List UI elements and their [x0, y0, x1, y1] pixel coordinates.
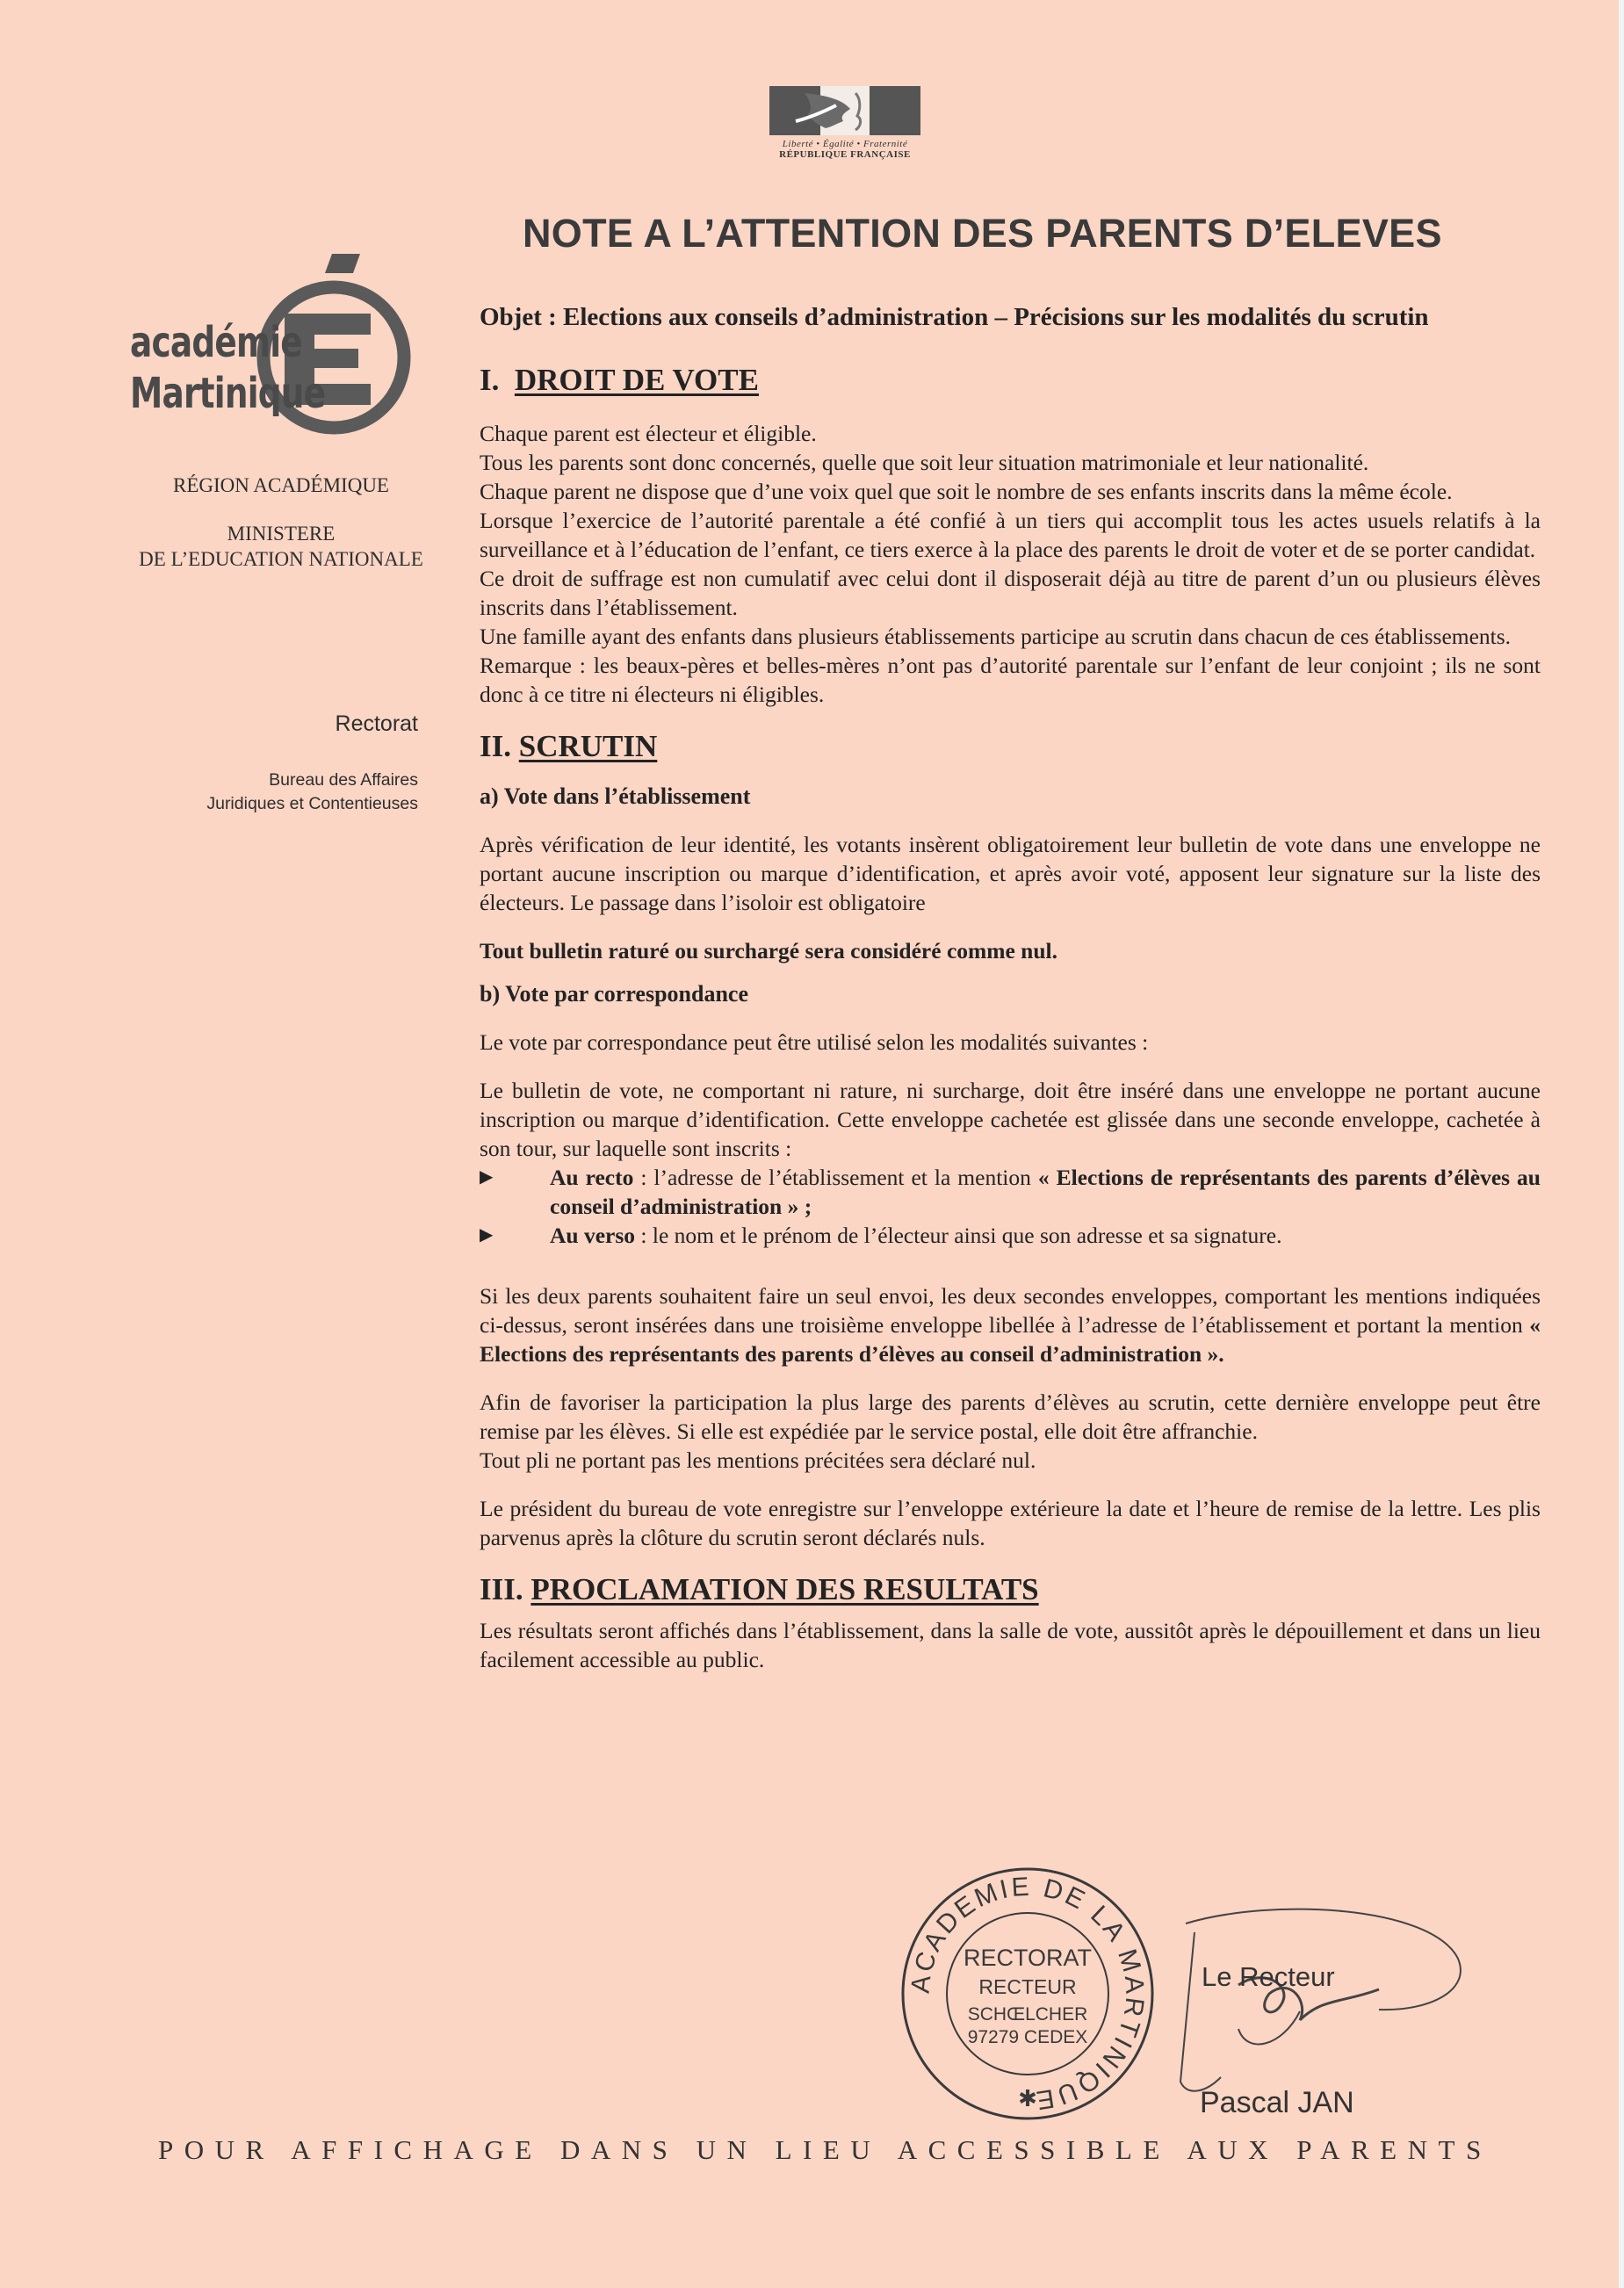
list-item-recto: ▶ Au recto : l’adresse de l’établissement et la mention « Elections de représentants des parents d’élèves au conseil d’administration » ; — [480, 1165, 1541, 1219]
document-body — [480, 290, 1541, 1674]
paragraph: Tout pli ne portant pas les mentions précitées sera déclaré nul. — [480, 1447, 1036, 1473]
list-item-verso: ▶ Au verso : le nom et le prénom de l’électeur ainsi que son adresse et sa signature. — [480, 1223, 1282, 1248]
paragraph: Les résultats seront affichés dans l’établissement, dans la salle de vote, aussitôt après le dépouillement et dans un lieu facilement accessible au public. — [480, 1618, 1541, 1672]
section-scrutin-heading: II. SCRUTIN — [480, 729, 658, 763]
subsection-a-heading: a) Vote dans l’établissement — [480, 783, 751, 809]
objet-line: Objet : Elections aux conseils d’administration – Précisions sur les modalités du scrutin — [480, 303, 1429, 331]
academy-name: académie Martinique — [130, 318, 326, 418]
svg-text:RECTORAT: RECTORAT — [963, 1945, 1093, 1971]
paragraph: Remarque : les beaux-pères et belles-mères n’ont pas d’autorité parentale sur l’enfant de leur conjoint ; ils ne sont donc à ce titre ni électeurs ni éligibles. — [480, 653, 1541, 707]
footer-notice: POUR AFFICHAGE DANS UN LIEU ACCESSIBLE AUX PARENTS — [158, 2134, 1492, 2165]
paragraph: Le président du bureau de vote enregistre sur l’enveloppe extérieure la date et l’heure de remise de la lettre. Les plis parvenus après la clôture du scrutin seront déclarés nuls. — [480, 1496, 1541, 1550]
republic-motto: Liberté • Égalité • Fraternité — [782, 139, 908, 149]
subsection-b-heading: b) Vote par correspondance — [480, 981, 748, 1007]
svg-text:ACADEMIE DE LA MARTINIQUE: ACADEMIE DE LA MARTINIQUE — [906, 1872, 1150, 2116]
paragraph: Le bulletin de vote, ne comportant ni rature, ni surcharge, doit être inséré dans une enveloppe ne portant aucune inscription ou marque d’identification. Cette enveloppe cachetée est glissée dans une seconde enveloppe, cachetée à son tour, sur laquelle sont inscrits : — [480, 1078, 1541, 1161]
official-stamp — [896, 1862, 1159, 2126]
rectorat-label: Rectorat — [335, 711, 418, 736]
svg-text:97279 CEDEX: 97279 CEDEX — [967, 2027, 1088, 2047]
recteur-label: Le Recteur — [1202, 1961, 1335, 1992]
marianne-icon — [769, 86, 920, 135]
page-title: NOTE A L’ATTENTION DES PARENTS D’ELEVES — [523, 211, 1442, 256]
svg-text:RECTEUR: RECTEUR — [978, 1975, 1077, 1998]
paragraph: Tous les parents sont donc concernés, quelle que soit leur situation matrimoniale et leur nationalité. — [480, 450, 1369, 475]
paragraph: Chaque parent est électeur et éligible. — [480, 421, 817, 446]
section-resultats-heading: III. PROCLAMATION DES RESULTATS — [480, 1572, 1039, 1606]
republic-name: RÉPUBLIQUE FRANÇAISE — [779, 149, 911, 160]
paragraph: Afin de favoriser la participation la plus large des parents d’élèves au scrutin, cette dernière enveloppe peut être remise par les élèves. Si elle est expédiée par le service postal, elle doit être affranchie. — [480, 1389, 1541, 1444]
signer-name: Pascal JAN — [1200, 2086, 1354, 2119]
paragraph: Après vérification de leur identité, les votants insèrent obligatoirement leur bulletin de vote dans une enveloppe ne portant aucune inscription ou marque d’identification, et après avoir voté, apposent leur signature sur la liste des électeurs. Le passage dans l’isoloir est obligatoire — [480, 832, 1541, 915]
paragraph: Une famille ayant des enfants dans plusieurs établissements participe au scrutin dans chacun de ces établissements. — [480, 624, 1512, 649]
section-droit-de-vote-body — [480, 419, 1541, 709]
region-label: RÉGION ACADÉMIQUE — [173, 474, 389, 496]
academy-logo — [123, 250, 422, 439]
bureau-label: Bureau des Affaires Juridiques et Contentieuses — [206, 770, 418, 813]
marianne-logo — [768, 86, 922, 160]
svg-text:SCHŒLCHER: SCHŒLCHER — [967, 2004, 1088, 2025]
svg-text:✱: ✱ — [1018, 2085, 1037, 2111]
paragraph: Le vote par correspondance peut être utilisé selon les modalités suivantes : — [480, 1029, 1149, 1055]
paragraph: Lorsque l’exercice de l’autorité parentale a été confié à un tiers qui accomplit tous les actes usuels relatifs à la surveillance et à l’éducation de l’enfant, ce tiers exerce à la place des parents le droit de voter et de se porter candidat. — [480, 508, 1541, 562]
stamp-seal-icon — [896, 1862, 1159, 2126]
triangle-bullet-icon: ▶ — [480, 1167, 494, 1187]
paragraph: Si les deux parents souhaitent faire un seul envoi, les deux secondes enveloppes, comportant les mentions indiquées ci-dessus, seront insérées dans une troisième enveloppe libellée à l’adresse de l’établissement et portant la mention « Elections des représentants des parents d’élèves au conseil d’administration ». — [480, 1283, 1541, 1367]
nul-notice: Tout bulletin raturé ou surchargé sera considéré comme nul. — [480, 938, 1058, 964]
paragraph: Chaque parent ne dispose que d’une voix quel que soit le nombre de ses enfants inscrits dans la même école. — [480, 479, 1453, 504]
paragraph: Ce droit de suffrage est non cumulatif avec celui dont il disposerait déjà au titre de parent d’un ou plusieurs élèves inscrits dans l’établissement. — [480, 566, 1541, 620]
ministry-label: MINISTERE DE L’EDUCATION NATIONALE — [139, 523, 423, 570]
section-droit-de-vote-heading: I. DROIT DE VOTE — [480, 363, 759, 397]
triangle-bullet-icon: ▶ — [480, 1225, 494, 1245]
